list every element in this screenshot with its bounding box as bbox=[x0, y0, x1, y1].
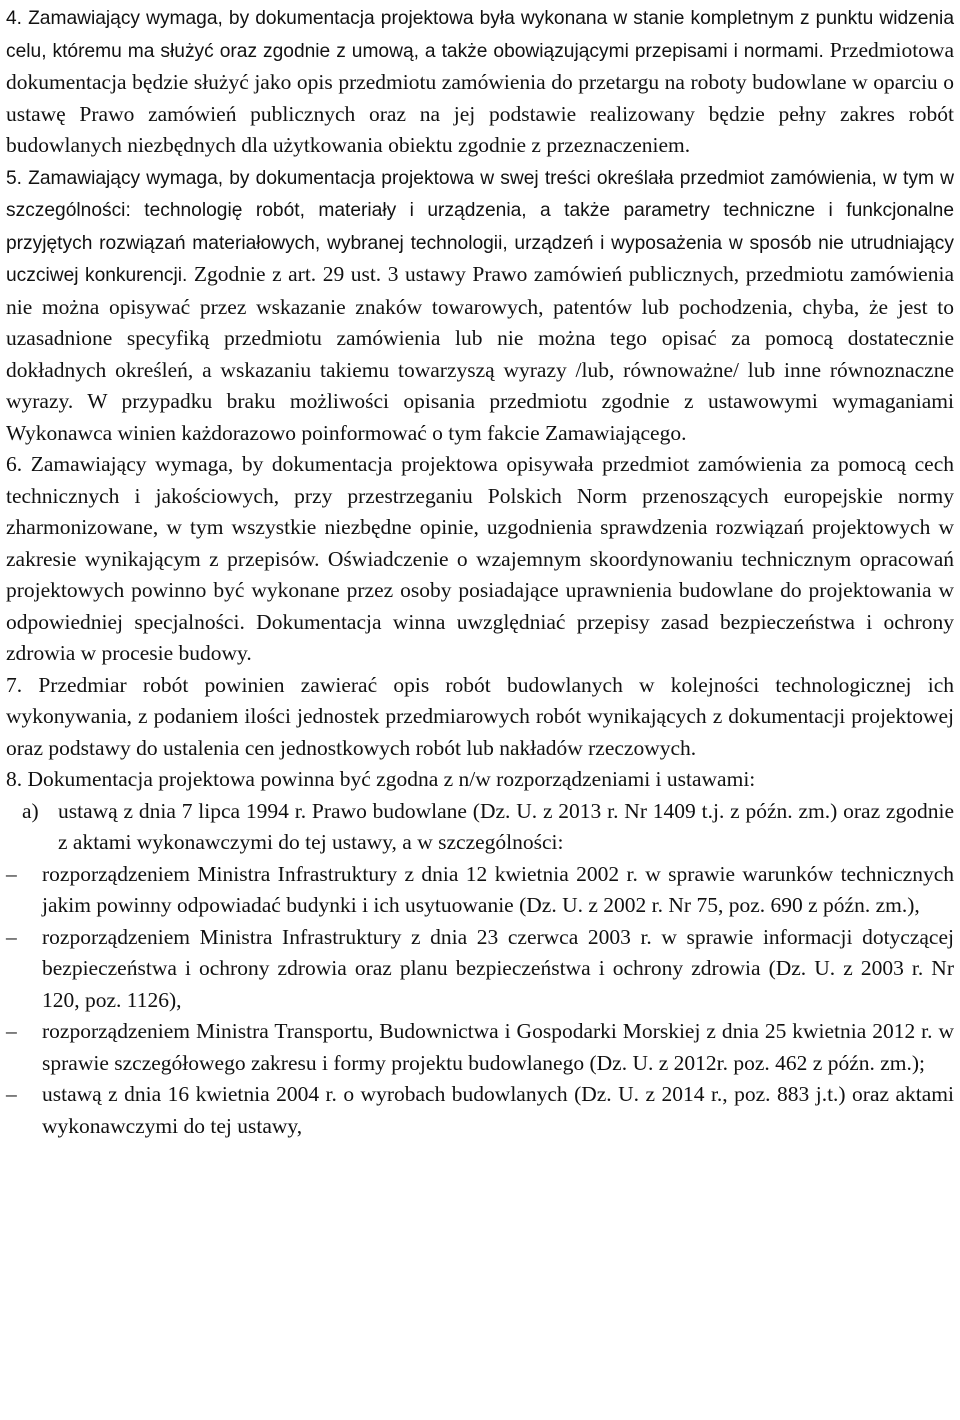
regulation-text: rozporządzeniem Ministra Transportu, Budownictwa i Gospodarki Morskiej z dnia 25 kwietnia 2012 r. w sprawie szczegółowego zakresu i formy projektu budowlanego (Dz. U. z 2012r. poz. 462 z późn. zm.); bbox=[42, 1019, 954, 1075]
regulation-text: ustawą z dnia 16 kwietnia 2004 r. o wyrobach budowlanych (Dz. U. z 2014 r., poz. 883 j.t.) oraz aktami wykonawczymi do tej ustawy, bbox=[42, 1082, 954, 1138]
regulation-list-item bbox=[6, 922, 954, 1017]
paragraph-4 bbox=[6, 2, 954, 162]
dash-bullet: – bbox=[6, 1082, 17, 1106]
paragraph-8: 8. Dokumentacja projektowa powinna być zgodna z n/w rozporządzeniami i ustawami: bbox=[6, 767, 756, 791]
sub-item-a bbox=[6, 796, 954, 859]
sub-item-a-marker: a) bbox=[22, 798, 39, 823]
paragraph-4-serif-text: Przedmiotowa dokumentacja będzie służyć jako opis przedmiotu zamówienia do przetargu na roboty budowlane w oparciu o ustawę Prawo zamówień publicznych oraz na jej podstawie realizowany będzie pełny zakres robót budowlanych niezbędnych dla użytkowania obiektu zgodnie z przeznaczeniem. bbox=[6, 37, 954, 157]
dash-bullet: – bbox=[6, 1019, 17, 1043]
regulation-list-item bbox=[6, 859, 954, 922]
regulation-list bbox=[6, 859, 954, 1143]
dash-bullet: – bbox=[6, 924, 17, 949]
paragraph-6: 6. Zamawiający wymaga, by dokumentacja projektowa opisywała przedmiot zamówienia za pomocą cech technicznych i jakościowych, przy przestrzeganiu Polskich Norm przenoszących europejskie normy zharmonizowane, w tym wszystkie niezbędne opinie, uzgodnienia sprawdzenia rozwiązań projektowych w zakresie wynikającym z przepisów. Oświadczenie o wzajemnym skoordynowaniu technicznym opracowań projektowych powinno być wykonane przez osoby posiadające uprawnienia budowlane do projektowania w odpowiedniej specjalności. Dokumentacja winna uwzględniać przepisy zasad bezpieczeństwa i ochrony zdrowia w procesie budowy. bbox=[6, 452, 954, 665]
paragraph-5-sans-text: 5. Zamawiający wymaga, by dokumentacja projektowa w swej treści określała przedmiot zamówienia, w tym w szczególności: technologię robót, materiały i urządzenia, a także parametry techniczne i funkcjonalne przyjętych rozwiązań materiałowych, wybranej technologii, urządzeń i wyposażenia w sposób nie utrudniający uczciwej konkurencji. bbox=[6, 167, 954, 286]
paragraph-4-sans-text: 4. Zamawiający wymaga, by dokumentacja projektowa była wykonana w stanie kompletnym z punktu widzenia celu, któremu ma służyć oraz zgodnie z umową, a także obowiązującymi przepisami i normami. bbox=[6, 8, 954, 62]
sub-item-a-text: ustawą z dnia 7 lipca 1994 r. Prawo budowlane (Dz. U. z 2013 r. Nr 1409 t.j. z późn. zm.) oraz zgodnie z aktami wykonawczymi do tej ustawy, a w szczególności: bbox=[58, 798, 954, 854]
regulation-list-item bbox=[6, 1079, 954, 1142]
regulation-text: rozporządzeniem Ministra Infrastruktury z dnia 23 czerwca 2003 r. w sprawie informacji dotyczącej bezpieczeństwa i ochrony zdrowia oraz planu bezpieczeństwa i ochrony zdrowia (Dz. U. z 2003 r. Nr 120, poz. 1126), bbox=[42, 924, 954, 1012]
paragraph-5 bbox=[6, 162, 954, 450]
dash-bullet: – bbox=[6, 861, 17, 886]
regulation-text: rozporządzeniem Ministra Infrastruktury z dnia 12 kwietnia 2002 r. w sprawie warunków technicznych jakim powinny odpowiadać budynki i ich usytuowanie (Dz. U. z 2002 r. Nr 75, poz. 690 z późn. zm.), bbox=[42, 861, 954, 917]
regulation-list-item bbox=[6, 1016, 954, 1079]
paragraph-5-serif-text: Zgodnie z art. 29 ust. 3 ustawy Prawo zamówień publicznych, przedmiotu zamówienia nie można opisywać przez wskazanie znaków towarowych, patentów lub pochodzenia, chyba, że jest to uzasadnione specyfiką przedmiotu zamówienia lub nie można tego opisać za pomocą dostatecznie dokładnych określeń, a wskazaniu takiemu towarzyszą wyrazy /lub, równoważne/ lub inne równoznaczne wyrazy. W przypadku braku możliwości opisania przedmiotu zgodnie z ustawowymi wymaganiami Wykonawca winien każdorazowo poinformować o tym fakcie Zamawiającego. bbox=[6, 262, 954, 445]
paragraph-7: 7. Przedmiar robót powinien zawierać opis robót budowlanych w kolejności technologicznej ich wykonywania, z podaniem ilości jednostek przedmiarowych robót wynikających z dokumentacji projektowej oraz podstawy do ustalenia cen jednostkowych robót lub nakładów rzeczowych. bbox=[6, 672, 954, 760]
